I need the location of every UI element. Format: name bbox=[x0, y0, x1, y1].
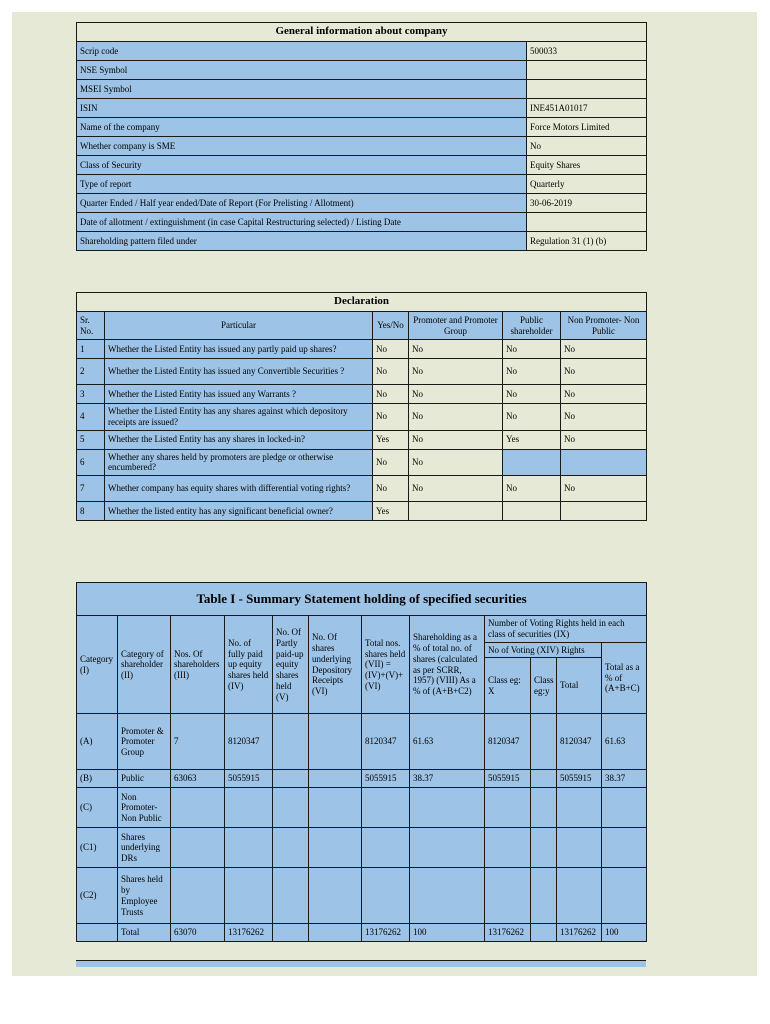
summary-shareholding-percent bbox=[410, 868, 485, 924]
summary-voting-percent: 100 bbox=[602, 924, 647, 942]
summary-voting-percent bbox=[602, 788, 647, 828]
declaration-particular: Whether the Listed Entity has any shares against which depository receipts are issued? bbox=[105, 404, 373, 431]
summary-class-x bbox=[485, 868, 531, 924]
summary-class-x: 8120347 bbox=[485, 714, 531, 770]
summary-total-shares bbox=[362, 788, 410, 828]
declaration-public: No bbox=[503, 476, 561, 502]
declaration-promoter: No bbox=[409, 340, 503, 359]
declaration-sr-no: 7 bbox=[77, 476, 105, 502]
summary-shareholding-percent bbox=[410, 788, 485, 828]
summary-class-y bbox=[531, 868, 557, 924]
declaration-promoter: No bbox=[409, 385, 503, 404]
summary-category-name: Promoter & Promoter Group bbox=[118, 714, 171, 770]
summary-category-name: Shares underlying DRs bbox=[118, 828, 171, 868]
summary-statement-table bbox=[76, 582, 647, 942]
declaration-row bbox=[77, 502, 647, 521]
declaration-public bbox=[503, 449, 561, 476]
general-information-table bbox=[76, 22, 647, 251]
summary-class-x: 5055915 bbox=[485, 770, 531, 788]
declaration-promoter: No bbox=[409, 404, 503, 431]
summary-row bbox=[77, 828, 647, 868]
summary-row bbox=[77, 770, 647, 788]
summary-voting-total bbox=[557, 828, 602, 868]
summary-shareholding-percent: 100 bbox=[410, 924, 485, 942]
general-info-row bbox=[77, 137, 647, 156]
header-shares-underlying-dr: No. Of shares underlying Depository Receipts (VI) bbox=[309, 616, 362, 714]
summary-partly-paid-shares bbox=[273, 868, 309, 924]
general-info-row bbox=[77, 194, 647, 213]
general-info-label: Type of report bbox=[77, 175, 527, 194]
declaration-row bbox=[77, 359, 647, 385]
general-info-value: Quarterly bbox=[527, 175, 647, 194]
summary-class-x bbox=[485, 828, 531, 868]
declaration-non-promoter: No bbox=[561, 476, 647, 502]
header-nos-shareholders: Nos. Of shareholders (III) bbox=[171, 616, 225, 714]
summary-total-shares: 8120347 bbox=[362, 714, 410, 770]
general-info-label: NSE Symbol bbox=[77, 61, 527, 80]
declaration-particular: Whether the Listed Entity has any shares in locked-in? bbox=[105, 430, 373, 449]
general-info-label: ISIN bbox=[77, 99, 527, 118]
summary-row bbox=[77, 714, 647, 770]
summary-partly-paid-shares bbox=[273, 770, 309, 788]
header-total-shares-held: Total nos. shares held (VII) = (IV)+(V)+ (VI) bbox=[362, 616, 410, 714]
header-total-as-percent: Total as a % of (A+B+C) bbox=[602, 642, 647, 714]
header-voting-rights-sub: No of Voting (XIV) Rights bbox=[485, 642, 602, 658]
declaration-particular: Whether company has equity shares with differential voting rights? bbox=[105, 476, 373, 502]
summary-dr-shares bbox=[309, 770, 362, 788]
declaration-promoter: No bbox=[409, 449, 503, 476]
general-info-label: Shareholding pattern filed under bbox=[77, 232, 527, 251]
general-info-value: No bbox=[527, 137, 647, 156]
summary-partly-paid-shares bbox=[273, 924, 309, 942]
general-info-row bbox=[77, 175, 647, 194]
summary-voting-total: 5055915 bbox=[557, 770, 602, 788]
general-info-label: Scrip code bbox=[77, 42, 527, 61]
summary-nos-shareholders: 63070 bbox=[171, 924, 225, 942]
summary-partly-paid-shares bbox=[273, 828, 309, 868]
summary-nos-shareholders bbox=[171, 788, 225, 828]
declaration-yes-no: No bbox=[373, 340, 409, 359]
summary-nos-shareholders bbox=[171, 868, 225, 924]
declaration-particular: Whether the Listed Entity has issued any Convertible Securities ? bbox=[105, 359, 373, 385]
summary-fully-paid-shares: 5055915 bbox=[225, 770, 273, 788]
general-info-label: MSEI Symbol bbox=[77, 80, 527, 99]
general-info-row bbox=[77, 213, 647, 232]
general-info-value: 500033 bbox=[527, 42, 647, 61]
declaration-table bbox=[76, 292, 647, 521]
general-info-value: Force Motors Limited bbox=[527, 118, 647, 137]
declaration-yes-no: No bbox=[373, 359, 409, 385]
declaration-row bbox=[77, 340, 647, 359]
header-fully-paid-shares: No. of fully paid up equity shares held (IV) bbox=[225, 616, 273, 714]
summary-category-name: Non Promoter- Non Public bbox=[118, 788, 171, 828]
declaration-sr-no: 1 bbox=[77, 340, 105, 359]
general-info-value bbox=[527, 213, 647, 232]
header-yes-no: Yes/No bbox=[373, 312, 409, 340]
declaration-row bbox=[77, 449, 647, 476]
declaration-row bbox=[77, 404, 647, 431]
summary-class-y bbox=[531, 788, 557, 828]
general-info-row bbox=[77, 118, 647, 137]
header-voting-total: Total bbox=[557, 658, 602, 714]
declaration-promoter: No bbox=[409, 476, 503, 502]
summary-dr-shares bbox=[309, 868, 362, 924]
general-info-row bbox=[77, 232, 647, 251]
summary-class-y bbox=[531, 770, 557, 788]
declaration-public: No bbox=[503, 359, 561, 385]
summary-row bbox=[77, 868, 647, 924]
declaration-sr-no: 8 bbox=[77, 502, 105, 521]
general-info-row bbox=[77, 156, 647, 175]
summary-voting-total: 13176262 bbox=[557, 924, 602, 942]
summary-title: Table I - Summary Statement holding of specified securities bbox=[77, 583, 647, 616]
summary-class-x: 13176262 bbox=[485, 924, 531, 942]
summary-nos-shareholders: 63063 bbox=[171, 770, 225, 788]
general-info-label: Quarter Ended / Half year ended/Date of Report (For Prelisting / Allotment) bbox=[77, 194, 527, 213]
summary-nos-shareholders bbox=[171, 828, 225, 868]
declaration-particular: Whether the Listed Entity has issued any partly paid up shares? bbox=[105, 340, 373, 359]
header-category: Category (I) bbox=[77, 616, 118, 714]
header-shareholding-percent: Shareholding as a % of total no. of shares (calculated as per SCRR, 1957) (VIII) As a % of (A+B+C2) bbox=[410, 616, 485, 714]
declaration-particular: Whether the Listed Entity has issued any Warrants ? bbox=[105, 385, 373, 404]
declaration-sr-no: 3 bbox=[77, 385, 105, 404]
declaration-particular: Whether any shares held by promoters are pledge or otherwise encumbered? bbox=[105, 449, 373, 476]
general-info-value bbox=[527, 80, 647, 99]
declaration-particular: Whether the listed entity has any significant beneficial owner? bbox=[105, 502, 373, 521]
summary-total-shares: 13176262 bbox=[362, 924, 410, 942]
declaration-yes-no: No bbox=[373, 449, 409, 476]
summary-class-y bbox=[531, 924, 557, 942]
general-info-row bbox=[77, 42, 647, 61]
declaration-non-promoter: No bbox=[561, 404, 647, 431]
summary-category: (B) bbox=[77, 770, 118, 788]
declaration-yes-no: No bbox=[373, 404, 409, 431]
header-public-shareholder: Public shareholder bbox=[503, 312, 561, 340]
header-class-y: Class eg:y bbox=[531, 658, 557, 714]
declaration-sr-no: 6 bbox=[77, 449, 105, 476]
summary-dr-shares bbox=[309, 924, 362, 942]
declaration-promoter bbox=[409, 502, 503, 521]
declaration-title: Declaration bbox=[77, 293, 647, 312]
general-info-value: Equity Shares bbox=[527, 156, 647, 175]
summary-category: (C2) bbox=[77, 868, 118, 924]
summary-partly-paid-shares bbox=[273, 788, 309, 828]
summary-voting-percent bbox=[602, 868, 647, 924]
header-sr-no: Sr. No. bbox=[77, 312, 105, 340]
declaration-public: No bbox=[503, 404, 561, 431]
declaration-non-promoter bbox=[561, 502, 647, 521]
general-info-row bbox=[77, 80, 647, 99]
summary-partly-paid-shares bbox=[273, 714, 309, 770]
summary-category bbox=[77, 924, 118, 942]
header-particular: Particular bbox=[105, 312, 373, 340]
header-non-promoter-non-public: Non Promoter- Non Public bbox=[561, 312, 647, 340]
declaration-row bbox=[77, 430, 647, 449]
summary-category: (A) bbox=[77, 714, 118, 770]
general-info-value bbox=[527, 61, 647, 80]
summary-category-name: Total bbox=[118, 924, 171, 942]
general-info-label: Class of Security bbox=[77, 156, 527, 175]
header-voting-rights: Number of Voting Rights held in each class of securities (IX) bbox=[485, 616, 647, 643]
general-info-value: INE451A01017 bbox=[527, 99, 647, 118]
summary-nos-shareholders: 7 bbox=[171, 714, 225, 770]
summary-total-shares bbox=[362, 828, 410, 868]
summary-dr-shares bbox=[309, 828, 362, 868]
summary-row bbox=[77, 788, 647, 828]
declaration-non-promoter: No bbox=[561, 359, 647, 385]
summary-category: (C1) bbox=[77, 828, 118, 868]
summary-total-shares: 5055915 bbox=[362, 770, 410, 788]
summary-fully-paid-shares: 13176262 bbox=[225, 924, 273, 942]
summary-dr-shares bbox=[309, 714, 362, 770]
declaration-promoter: No bbox=[409, 359, 503, 385]
summary-fully-paid-shares bbox=[225, 868, 273, 924]
summary-voting-total: 8120347 bbox=[557, 714, 602, 770]
summary-voting-percent: 61.63 bbox=[602, 714, 647, 770]
declaration-row bbox=[77, 385, 647, 404]
general-info-row bbox=[77, 61, 647, 80]
summary-class-x bbox=[485, 788, 531, 828]
declaration-yes-no: Yes bbox=[373, 502, 409, 521]
declaration-non-promoter: No bbox=[561, 340, 647, 359]
header-category-of-shareholder: Category of shareholder (II) bbox=[118, 616, 171, 714]
summary-category: (C) bbox=[77, 788, 118, 828]
summary-voting-total bbox=[557, 868, 602, 924]
summary-voting-total bbox=[557, 788, 602, 828]
summary-row bbox=[77, 924, 647, 942]
declaration-sr-no: 5 bbox=[77, 430, 105, 449]
declaration-non-promoter bbox=[561, 449, 647, 476]
summary-total-shares bbox=[362, 868, 410, 924]
declaration-sr-no: 2 bbox=[77, 359, 105, 385]
general-info-value: Regulation 31 (1) (b) bbox=[527, 232, 647, 251]
summary-voting-percent: 38.37 bbox=[602, 770, 647, 788]
general-information-title: General information about company bbox=[77, 23, 647, 42]
declaration-sr-no: 4 bbox=[77, 404, 105, 431]
summary-class-y bbox=[531, 828, 557, 868]
header-promoter-group: Promoter and Promoter Group bbox=[409, 312, 503, 340]
general-info-label: Whether company is SME bbox=[77, 137, 527, 156]
summary-fully-paid-shares bbox=[225, 788, 273, 828]
summary-shareholding-percent: 38.37 bbox=[410, 770, 485, 788]
declaration-yes-no: Yes bbox=[373, 430, 409, 449]
header-partly-paid-shares: No. Of Partly paid-up equity shares held (V) bbox=[273, 616, 309, 714]
summary-fully-paid-shares: 8120347 bbox=[225, 714, 273, 770]
declaration-non-promoter: No bbox=[561, 385, 647, 404]
declaration-public: No bbox=[503, 385, 561, 404]
summary-fully-paid-shares bbox=[225, 828, 273, 868]
summary-shareholding-percent bbox=[410, 828, 485, 868]
general-info-row bbox=[77, 99, 647, 118]
declaration-yes-no: No bbox=[373, 385, 409, 404]
declaration-public: Yes bbox=[503, 430, 561, 449]
summary-voting-percent bbox=[602, 828, 647, 868]
summary-category-name: Shares held by Employee Trusts bbox=[118, 868, 171, 924]
summary-shareholding-percent: 61.63 bbox=[410, 714, 485, 770]
declaration-public bbox=[503, 502, 561, 521]
summary-category-name: Public bbox=[118, 770, 171, 788]
summary-dr-shares bbox=[309, 788, 362, 828]
summary-class-y bbox=[531, 714, 557, 770]
header-class-x: Class eg: X bbox=[485, 658, 531, 714]
declaration-yes-no: No bbox=[373, 476, 409, 502]
general-info-value: 30-06-2019 bbox=[527, 194, 647, 213]
declaration-public: No bbox=[503, 340, 561, 359]
declaration-non-promoter: No bbox=[561, 430, 647, 449]
general-info-label: Date of allotment / extinguishment (in case Capital Restructuring selected) / Listing Date bbox=[77, 213, 527, 232]
next-table-edge bbox=[76, 960, 646, 967]
declaration-row bbox=[77, 476, 647, 502]
general-info-label: Name of the company bbox=[77, 118, 527, 137]
declaration-promoter: No bbox=[409, 430, 503, 449]
